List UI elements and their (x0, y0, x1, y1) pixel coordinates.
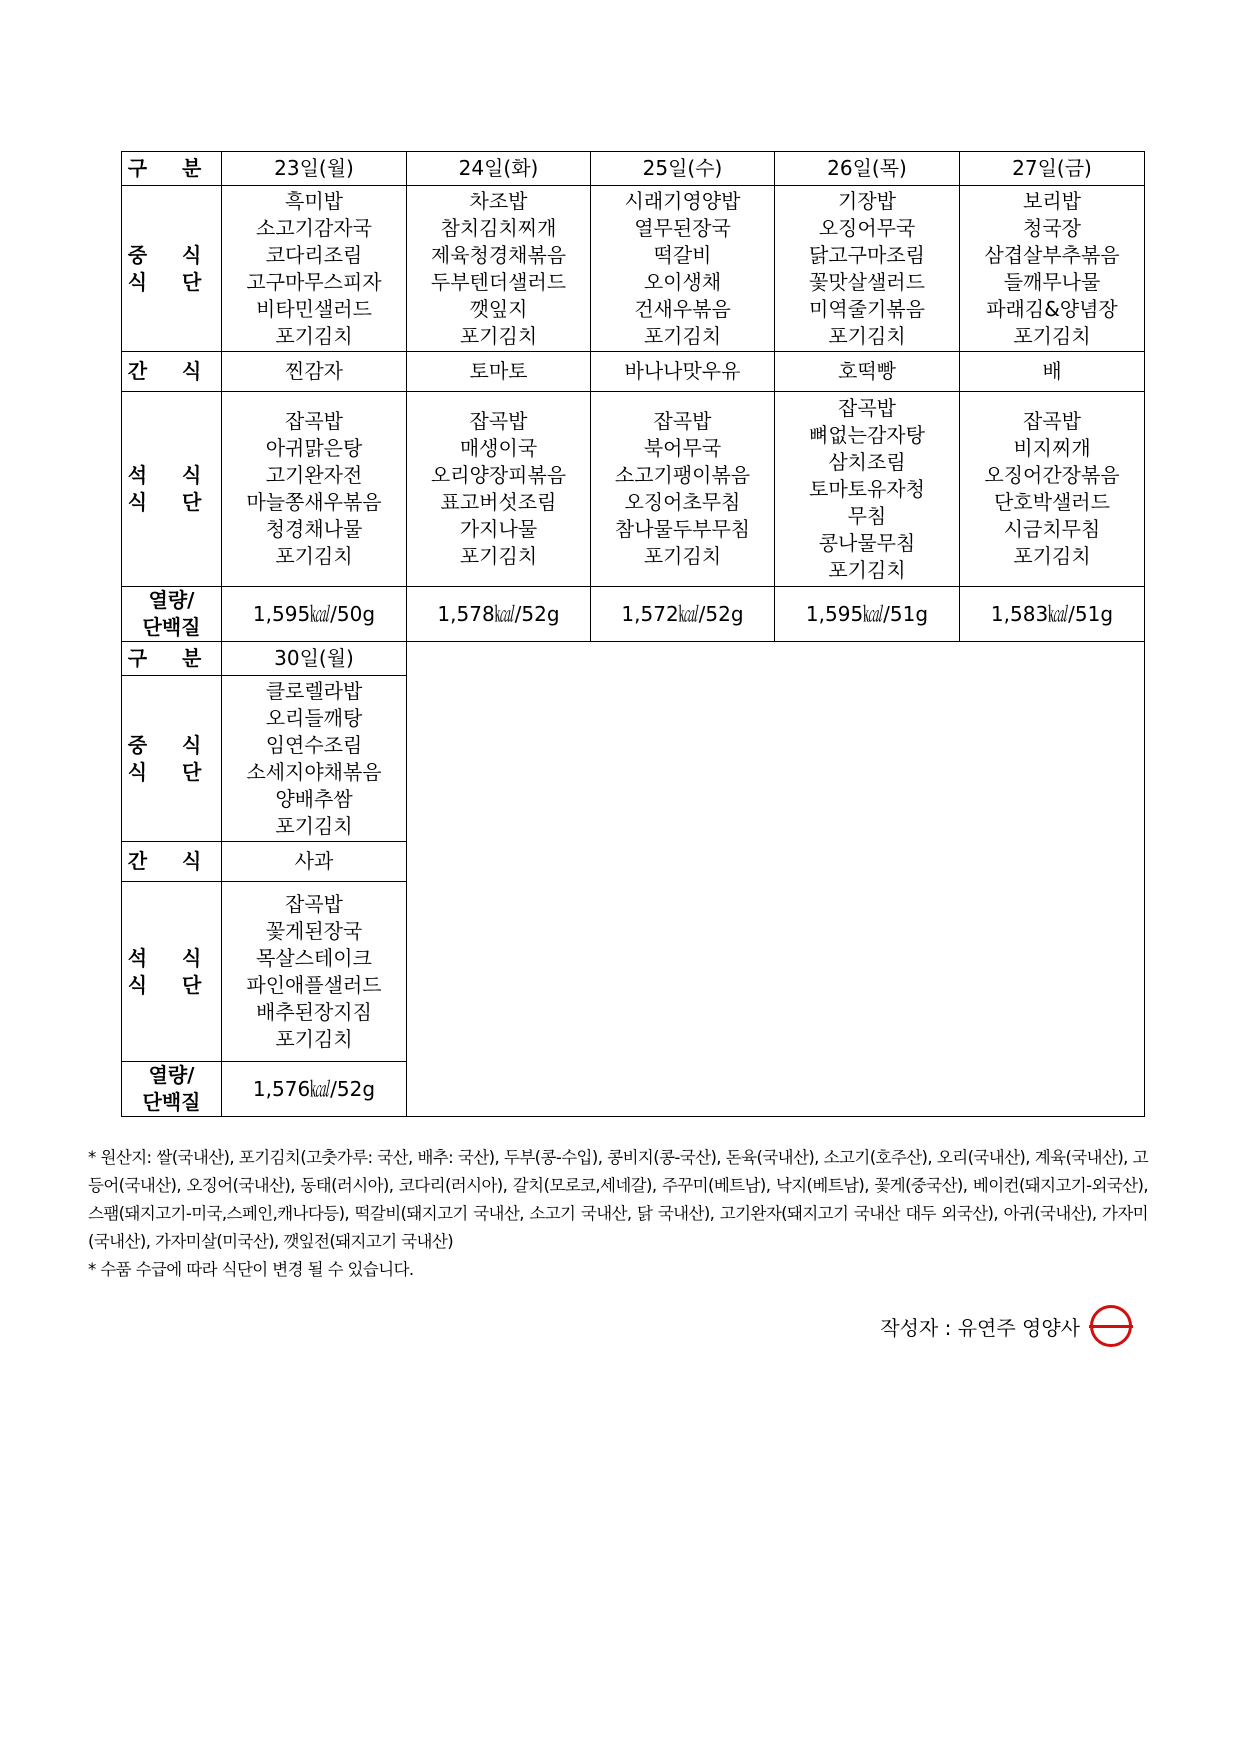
table-row (122, 392, 1145, 587)
menu-item: 삼치조림 (828, 449, 906, 474)
menu-item: 무침 (847, 503, 887, 528)
menu-item: 두부텐더샐러드 (430, 269, 567, 294)
menu-item: 마늘쫑새우볶음 (246, 490, 382, 514)
menu-item: 비타민샐러드 (256, 296, 372, 321)
empty-area (407, 642, 1145, 1117)
menu-item: 포기김치 (459, 323, 538, 348)
menu-item: 포기김치 (643, 544, 722, 568)
energy-value: 1,583㎉/51g (960, 587, 1145, 642)
menu-item: 비지찌개 (1013, 436, 1091, 460)
menu-item: 가지나물 (459, 517, 538, 541)
menu-item: 잡곡밥 (653, 409, 712, 433)
energy-value: 1,595㎉/50g (222, 587, 407, 642)
day-header: 24일(화) (407, 152, 591, 186)
table-row (122, 587, 1145, 642)
menu-item: 오리들깨탕 (265, 705, 363, 730)
menu-item: 오리양장피볶음 (430, 463, 567, 487)
seal-stamp (1090, 1305, 1132, 1347)
lunch-menu (591, 186, 775, 352)
day-header: 23일(월) (222, 152, 407, 186)
menu-item: 건새우볶음 (634, 296, 731, 321)
menu-item: 깻잎지 (469, 296, 528, 321)
dinner-label: 석 식 식 단 (122, 882, 222, 1062)
menu-item: 포기김치 (459, 544, 538, 568)
menu-item: 기장밥 (838, 188, 896, 213)
menu-item: 닭고구마조림 (809, 242, 925, 267)
table-row (122, 352, 1145, 392)
menu-item: 북어무국 (643, 436, 722, 460)
snack-item: 찐감자 (222, 352, 407, 392)
menu-item: 임연수조림 (265, 732, 363, 757)
menu-item: 코다리조림 (265, 242, 363, 267)
snack-item: 배 (960, 352, 1145, 392)
snack-item: 사과 (222, 842, 407, 882)
menu-item: 포기김치 (1013, 544, 1091, 568)
menu-item: 고구마무스피자 (246, 269, 382, 294)
menu-item: 포기김치 (275, 813, 353, 838)
menu-item: 들깨무나물 (1003, 269, 1101, 294)
menu-item: 파인애플샐러드 (246, 972, 382, 997)
menu-item: 파래김&양념장 (986, 296, 1118, 321)
menu-item: 목살스테이크 (256, 945, 372, 970)
menu-item: 소세지야채볶음 (246, 759, 382, 784)
energy-label: 열량/ 단백질 (122, 1062, 222, 1117)
table-row (122, 186, 1145, 352)
table-row (122, 152, 1145, 186)
change-note: * 수품 수급에 따라 식단이 변경 될 수 있습니다. (88, 1260, 414, 1279)
menu-item: 보리밥 (1023, 188, 1081, 213)
menu-item: 포기김치 (643, 323, 722, 348)
day-header: 26일(목) (775, 152, 960, 186)
day-header: 30일(월) (222, 642, 407, 676)
menu-item: 오징어무국 (818, 215, 916, 240)
snack-item: 토마토 (407, 352, 591, 392)
menu-item: 포기김치 (275, 1026, 353, 1051)
menu-item: 제육청경채볶음 (430, 242, 567, 267)
meal-menu-table (121, 151, 1145, 1117)
menu-item: 청국장 (1023, 215, 1081, 240)
menu-item: 잡곡밥 (285, 409, 343, 433)
menu-item: 차조밥 (469, 188, 528, 213)
menu-item: 오이생채 (643, 269, 722, 294)
menu-item: 열무된장국 (634, 215, 731, 240)
author-signature (880, 1305, 1132, 1347)
energy-value: 1,578㎉/52g (407, 587, 591, 642)
menu-item: 단호박샐러드 (994, 490, 1110, 514)
snack-item: 바나나맛우유 (591, 352, 775, 392)
snack-label: 간 식 (122, 842, 222, 882)
menu-item: 포기김치 (275, 544, 353, 568)
menu-item: 잡곡밥 (838, 395, 896, 420)
notes (88, 1144, 1148, 1284)
dinner-label: 석 식 식 단 (122, 392, 222, 587)
menu-item: 꽃게된장국 (265, 918, 363, 943)
dinner-menu (775, 392, 960, 587)
menu-item: 매생이국 (459, 436, 538, 460)
menu-item: 시래기영양밥 (624, 188, 741, 213)
menu-item: 소고기팽이볶음 (614, 463, 751, 487)
menu-item: 클로렐라밥 (265, 678, 363, 703)
menu-item: 떡갈비 (653, 242, 712, 267)
header-label: 구 분 (122, 152, 222, 186)
menu-item: 배추된장지짐 (256, 999, 372, 1024)
menu-item: 소고기감자국 (256, 215, 372, 240)
menu-item: 삼겹살부추볶음 (984, 242, 1120, 267)
energy-label: 열량/ 단백질 (122, 587, 222, 642)
menu-item: 표고버섯조림 (440, 490, 557, 514)
lunch-menu (222, 186, 407, 352)
lunch-menu (960, 186, 1145, 352)
table-row (122, 642, 1145, 676)
menu-item: 참나물두부무침 (614, 517, 751, 541)
day-header: 27일(금) (960, 152, 1145, 186)
menu-item: 양배추쌈 (275, 786, 353, 811)
dinner-menu (407, 392, 591, 587)
lunch-menu (407, 186, 591, 352)
menu-item: 토마토유자청 (809, 476, 925, 501)
header-label: 구 분 (122, 642, 222, 676)
menu-item: 포기김치 (828, 323, 906, 348)
lunch-label: 중 식 식 단 (122, 186, 222, 352)
snack-label: 간 식 (122, 352, 222, 392)
dinner-menu (591, 392, 775, 587)
menu-item: 아귀맑은탕 (265, 436, 363, 460)
dinner-menu (222, 392, 407, 587)
dinner-menu (960, 392, 1145, 587)
origin-note: * 원산지: 쌀(국내산), 포기김치(고춧가루: 국산, 배추: 국산), 두부(콩-수입), 콩비지(콩-국산), 돈육(국내산), 소고기(호주산), 오리(국내산), 계육(국내산), 고등어(국내산), 오징어(국내산), 동태(러시아), 코다리(러시아), 갈치(모로코,세네갈), 주꾸미(베트남), 낙지(베트남), 꽃게(중국산), 베이컨(돼지고기-외국산), 스팸(돼지고기-미국,스페인,캐나다등), 떡갈비(돼지고기 국내산, 소고기 국내산, 닭 국내산), 고기완자(돼지고기 국내산 대두 외국산), 아귀(국내산), 가자미(국내산), 가자미살(미국산), 깻잎전(돼지고기 국내산) (88, 1148, 1148, 1251)
menu-item: 잡곡밥 (285, 891, 343, 916)
snack-item: 호떡빵 (775, 352, 960, 392)
energy-value: 1,572㎉/52g (591, 587, 775, 642)
menu-item: 흑미밥 (285, 188, 343, 213)
menu-item: 고기완자전 (265, 463, 363, 487)
lunch-menu (775, 186, 960, 352)
menu-item: 콩나물무침 (818, 530, 916, 555)
menu-item: 잡곡밥 (1023, 409, 1081, 433)
menu-item: 포기김치 (1013, 323, 1091, 348)
menu-item: 시금치무침 (1003, 517, 1101, 541)
author-label: 작성자 : 유연주 영양사 (880, 1315, 1080, 1340)
menu-item: 청경채나물 (265, 517, 363, 541)
energy-value: 1,595㎉/51g (775, 587, 960, 642)
menu-item: 참치김치찌개 (440, 215, 557, 240)
menu-item: 오징어초무침 (624, 490, 741, 514)
day-header: 25일(수) (591, 152, 775, 186)
dinner-menu (222, 882, 407, 1062)
menu-item: 뼈없는감자탕 (809, 422, 925, 447)
menu-item: 미역줄기볶음 (809, 296, 925, 321)
lunch-label: 중 식 식 단 (122, 676, 222, 842)
menu-item: 오징어간장볶음 (984, 463, 1120, 487)
menu-item: 꽃맛살샐러드 (809, 269, 925, 294)
menu-item: 잡곡밥 (469, 409, 528, 433)
energy-value: 1,576㎉/52g (222, 1062, 407, 1117)
menu-item: 포기김치 (275, 323, 353, 348)
menu-item: 포기김치 (828, 557, 906, 582)
lunch-menu (222, 676, 407, 842)
